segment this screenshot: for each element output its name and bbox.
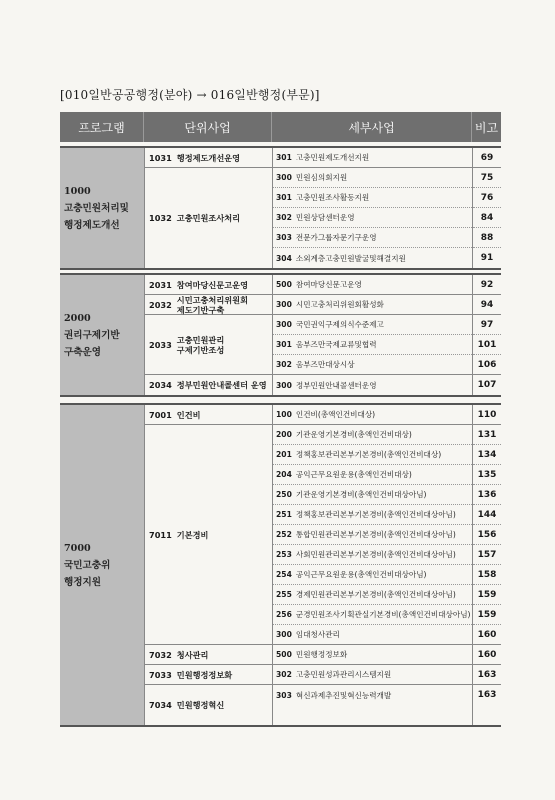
detail-code: 302	[276, 213, 292, 222]
detail-row	[273, 168, 472, 188]
unit-name: 인건비	[176, 409, 201, 420]
program-block	[60, 403, 501, 727]
detail-row	[273, 485, 472, 505]
detail-code: 201	[276, 450, 292, 459]
header-note: 비고	[474, 120, 499, 135]
detail-code: 200	[276, 430, 292, 439]
unit-cell	[145, 148, 272, 168]
detail-name: 인건비(총액인건비대상)	[295, 410, 376, 419]
page-number: 110	[473, 405, 501, 425]
detail-name: 기관운영기본경비(총액인건비대상)	[295, 430, 412, 439]
page-number: 106	[473, 355, 501, 375]
unit-code: 7034	[149, 700, 172, 710]
program-line: 2000	[64, 312, 91, 324]
detail-code: 300	[276, 630, 292, 639]
unit-name-line: 제도기반구축	[176, 304, 225, 315]
detail-name: 경제민원관리본부기본경비(총액인건비대상아님)	[295, 590, 456, 599]
detail-name: 기관운영기본경비(총액인건비대상아님)	[295, 490, 427, 499]
detail-name: 공익근무요원운용(총액인건비대상)	[295, 470, 412, 479]
detail-name: 고충민원제도개선지원	[295, 153, 370, 162]
detail-row	[273, 335, 472, 355]
header-unit: 단위사업	[144, 112, 272, 142]
detail-row	[273, 505, 472, 525]
detail-row	[273, 405, 472, 425]
detail-code: 251	[276, 510, 292, 519]
detail-code: 500	[276, 280, 292, 289]
detail-code: 100	[276, 410, 292, 419]
unit-name: 기본경비	[176, 529, 209, 540]
detail-code: 302	[276, 670, 292, 679]
program-line: 권리구제기반	[64, 329, 120, 341]
detail-name: 통합민원관리본부기본경비(총액인건비대상아님)	[295, 530, 456, 539]
detail-row	[273, 295, 472, 315]
detail-name: 사회민원관리본부기본경비(총액인건비대상아님)	[295, 550, 456, 559]
detail-code: 304	[276, 253, 292, 263]
unit-name: 행정제도개선운영	[176, 152, 241, 163]
detail-row	[273, 585, 472, 605]
unit-name: 민원행정정보화	[176, 669, 233, 680]
detail-name: 참여마당신문고운영	[295, 280, 362, 289]
unit-code: 1031	[149, 152, 172, 163]
detail-code: 303	[276, 690, 292, 700]
page-number: 158	[473, 565, 501, 585]
program-cell	[60, 275, 144, 395]
unit-name	[177, 295, 248, 315]
detail-name: 옴부즈만국제교류및협력	[295, 340, 377, 349]
program-block	[60, 273, 501, 397]
unit-cell	[145, 168, 272, 268]
unit-cell	[145, 425, 272, 645]
unit-name: 고충민원조사처리	[176, 213, 241, 223]
detail-name: 정책홍보관리본부기본경비(총액인건비대상아님)	[295, 510, 456, 519]
detail-name: 민원상담센터운영	[295, 213, 355, 222]
detail-row	[273, 665, 472, 685]
page-number: 97	[473, 315, 501, 335]
page-number: 163	[477, 690, 497, 700]
program-cell	[60, 148, 144, 268]
detail-code: 300	[276, 300, 292, 309]
unit-code: 7011	[149, 529, 172, 540]
detail-row	[273, 355, 472, 375]
detail-name: 옴부즈만대상시상	[295, 360, 355, 369]
detail-code: 256	[276, 610, 292, 619]
detail-row	[273, 625, 472, 645]
unit-name-line: 구제기반조성	[176, 344, 225, 355]
page-number: 160	[473, 645, 501, 665]
program-line: 구축운영	[64, 346, 102, 358]
detail-name: 군경민원조사기획관실기본경비(총액인건비대상아님)	[295, 610, 471, 619]
program-line: 행정지원	[64, 576, 102, 588]
page-number: 144	[473, 505, 501, 525]
note-column	[472, 405, 501, 725]
detail-column	[272, 405, 472, 725]
program-line: 국민고충위	[64, 559, 111, 571]
detail-code: 303	[276, 233, 292, 242]
page-heading: [010일반공공행정(분야) → 016일반행정(부문)]	[60, 88, 320, 102]
detail-code: 300	[276, 173, 292, 182]
detail-row	[273, 228, 472, 248]
detail-column	[272, 148, 472, 268]
detail-row	[273, 465, 472, 485]
unit-name: 청사관리	[176, 649, 209, 660]
page-number: 91	[480, 253, 494, 263]
unit-cell	[145, 295, 272, 315]
detail-name: 혁신과제추진및혁신능력개발	[295, 690, 392, 700]
unit-code: 7033	[149, 669, 172, 680]
detail-row	[273, 188, 472, 208]
detail-code: 500	[276, 650, 292, 659]
detail-name: 민원행정정보화	[295, 650, 348, 659]
page-number: 107	[477, 380, 497, 390]
page-number: 159	[473, 585, 501, 605]
table-header	[60, 112, 501, 142]
detail-name: 국민권익구제의식수준제고	[295, 320, 384, 329]
header-program: 프로그램	[60, 112, 144, 142]
detail-row	[273, 148, 472, 168]
detail-code: 252	[276, 530, 292, 539]
unit-column	[144, 148, 272, 268]
unit-name	[177, 335, 224, 355]
unit-cell	[145, 315, 272, 375]
page-number: 92	[473, 275, 501, 295]
unit-code: 2032	[149, 299, 172, 310]
unit-cell	[145, 375, 272, 395]
page-number: 94	[473, 295, 501, 315]
detail-row	[273, 208, 472, 228]
unit-cell	[145, 685, 272, 725]
detail-row	[273, 545, 472, 565]
page-number: 84	[473, 208, 501, 228]
page-number: 136	[473, 485, 501, 505]
detail-name: 고충민원성과관리시스템지원	[295, 670, 392, 679]
unit-code: 7001	[149, 409, 172, 420]
page-number: 135	[473, 465, 501, 485]
detail-name: 공익근무요원운용(총액인건비대상아님)	[295, 570, 427, 579]
unit-code: 2031	[149, 279, 172, 290]
note-column	[472, 148, 501, 268]
unit-cell	[145, 275, 272, 295]
page-number: 159	[473, 605, 501, 625]
program-cell	[60, 405, 144, 725]
detail-row	[273, 525, 472, 545]
detail-row	[273, 685, 472, 705]
detail-name: 정부민원안내콜센터운영	[295, 380, 377, 390]
detail-column	[272, 275, 472, 395]
detail-row	[273, 375, 472, 395]
detail-name: 소외계층고충민원발굴및해결지원	[295, 253, 406, 263]
detail-row	[273, 645, 472, 665]
page-number: 76	[473, 188, 501, 208]
detail-row	[273, 248, 472, 268]
detail-row	[273, 605, 472, 625]
unit-name: 민원행정혁신	[176, 700, 225, 710]
unit-name: 정부민원안내콜센터 운영	[176, 380, 267, 390]
page-number: 134	[473, 445, 501, 465]
unit-cell	[145, 405, 272, 425]
detail-name: 민원심의회지원	[295, 173, 348, 182]
detail-code: 204	[276, 470, 292, 479]
detail-code: 250	[276, 490, 292, 499]
page-number: 163	[473, 665, 501, 685]
program-line: 1000	[64, 185, 91, 197]
unit-code: 2033	[149, 339, 172, 350]
page-number: 75	[473, 168, 501, 188]
detail-row	[273, 445, 472, 465]
page-number: 69	[473, 148, 501, 168]
detail-name: 정책홍보관리본부기본경비(총액인건비대상)	[295, 450, 442, 459]
detail-code: 300	[276, 380, 292, 390]
note-column	[472, 275, 501, 395]
page-number: 160	[473, 625, 501, 645]
unit-code: 2034	[149, 380, 172, 390]
program-line: 고충민원처리및	[64, 202, 129, 214]
program-line: 행정제도개선	[64, 219, 120, 231]
unit-column	[144, 405, 272, 725]
detail-code: 301	[276, 153, 292, 162]
detail-code: 301	[276, 193, 292, 202]
unit-column	[144, 275, 272, 395]
detail-code: 302	[276, 360, 292, 369]
page-number: 157	[473, 545, 501, 565]
unit-code: 1032	[149, 213, 172, 223]
unit-cell	[145, 665, 272, 685]
page-number: 101	[473, 335, 501, 355]
detail-code: 301	[276, 340, 292, 349]
detail-name: 고충민원조사활동지원	[295, 193, 370, 202]
unit-cell	[145, 645, 272, 665]
detail-row	[273, 275, 472, 295]
detail-name: 임대청사관리	[295, 630, 340, 639]
detail-row	[273, 565, 472, 585]
detail-name: 시민고충처리위원회활성화	[295, 300, 384, 309]
detail-code: 253	[276, 550, 292, 559]
unit-name-line: 고충민원관리	[176, 334, 225, 345]
detail-name: 전문가그룹자문기구운영	[295, 233, 377, 242]
detail-row	[273, 315, 472, 335]
detail-row	[273, 425, 472, 445]
program-line: 7000	[64, 542, 91, 554]
page-number: 156	[473, 525, 501, 545]
detail-code: 254	[276, 570, 292, 579]
detail-code: 255	[276, 590, 292, 599]
page-number: 88	[473, 228, 501, 248]
program-block	[60, 146, 501, 270]
detail-code: 300	[276, 320, 292, 329]
unit-name-line: 시민고충처리위원회	[176, 294, 248, 305]
page-number: 131	[473, 425, 501, 445]
unit-code: 7032	[149, 649, 172, 660]
header-detail: 세부사업	[272, 112, 472, 142]
unit-name: 참여마당신문고운영	[176, 279, 248, 290]
